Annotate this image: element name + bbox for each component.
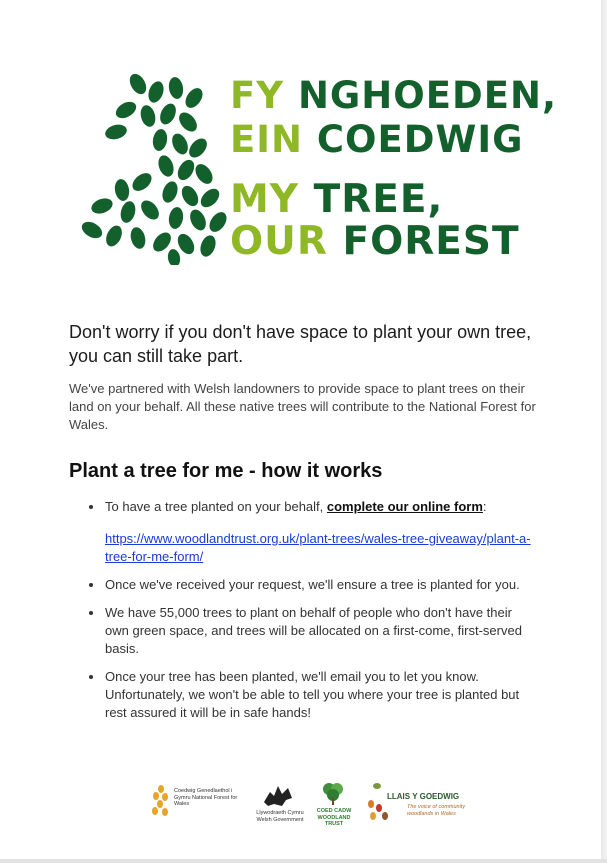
title-line-1: FY NGHOEDEN, — [230, 74, 558, 117]
form-url-link[interactable]: https://www.woodlandtrust.org.uk/plant-trees/wales-tree-giveaway/plant-a-tree-for-me-form/ — [105, 531, 531, 564]
online-form-link[interactable]: complete our online form — [326, 499, 483, 514]
title-line-4: OUR FOREST — [230, 219, 520, 264]
woodland-trust-logo: COED CADW WOODLAND TRUST — [310, 778, 358, 826]
welsh-dragon-icon — [260, 780, 296, 810]
section-heading: Plant a tree for me - how it works — [69, 460, 383, 482]
page-edge-right — [601, 0, 607, 863]
steps-list — [69, 498, 539, 722]
partner-logos — [150, 778, 470, 828]
main-content — [69, 320, 539, 732]
list-item: Once your tree has been planted, we'll email you to let you know. Unfortunately, we won't be able to tell you where your tree is planted but rest assured it will be in safe hands! — [89, 668, 539, 722]
page-edge-bottom — [0, 859, 607, 863]
title-line-2: EIN COEDWIG — [230, 118, 524, 161]
lead-paragraph: Don't worry if you don't have space to plant your own tree, you can still take part. — [69, 322, 532, 366]
campaign-logo — [70, 70, 558, 270]
llais-y-goedwig-logo: LLAIS Y GOEDWIG The voice of community woodlands in Wales — [365, 778, 475, 826]
welsh-government-logo: Llywodraeth Cymru Welsh Government — [254, 778, 302, 826]
tree-leaves-icon — [78, 70, 238, 265]
list-item: To have a tree planted on your behalf, complete our online form: https://www.woodlandtrust.org.uk/plant-trees/wales-tree-giveaway/plant-a-tree-for-me-form/ — [89, 498, 539, 566]
national-forest-logo: Coedwig Genedlaethol i Gymru National Forest for Wales — [150, 778, 242, 826]
title-line-3: MY TREE, — [230, 177, 444, 222]
list-item: We have 55,000 trees to plant on behalf of people who don't have their own green space, and trees will be allocated on a first-come, first-served basis. — [89, 604, 539, 658]
woodland-trust-tree-icon — [320, 780, 346, 806]
national-forest-leaf-icon — [150, 784, 172, 818]
intro-paragraph: We've partnered with Welsh landowners to provide space to plant trees on their land on your behalf. All these native trees will contribute to the National Forest for Wales. — [69, 381, 536, 432]
list-item: Once we've received your request, we'll ensure a tree is planted for you. — [89, 576, 539, 594]
